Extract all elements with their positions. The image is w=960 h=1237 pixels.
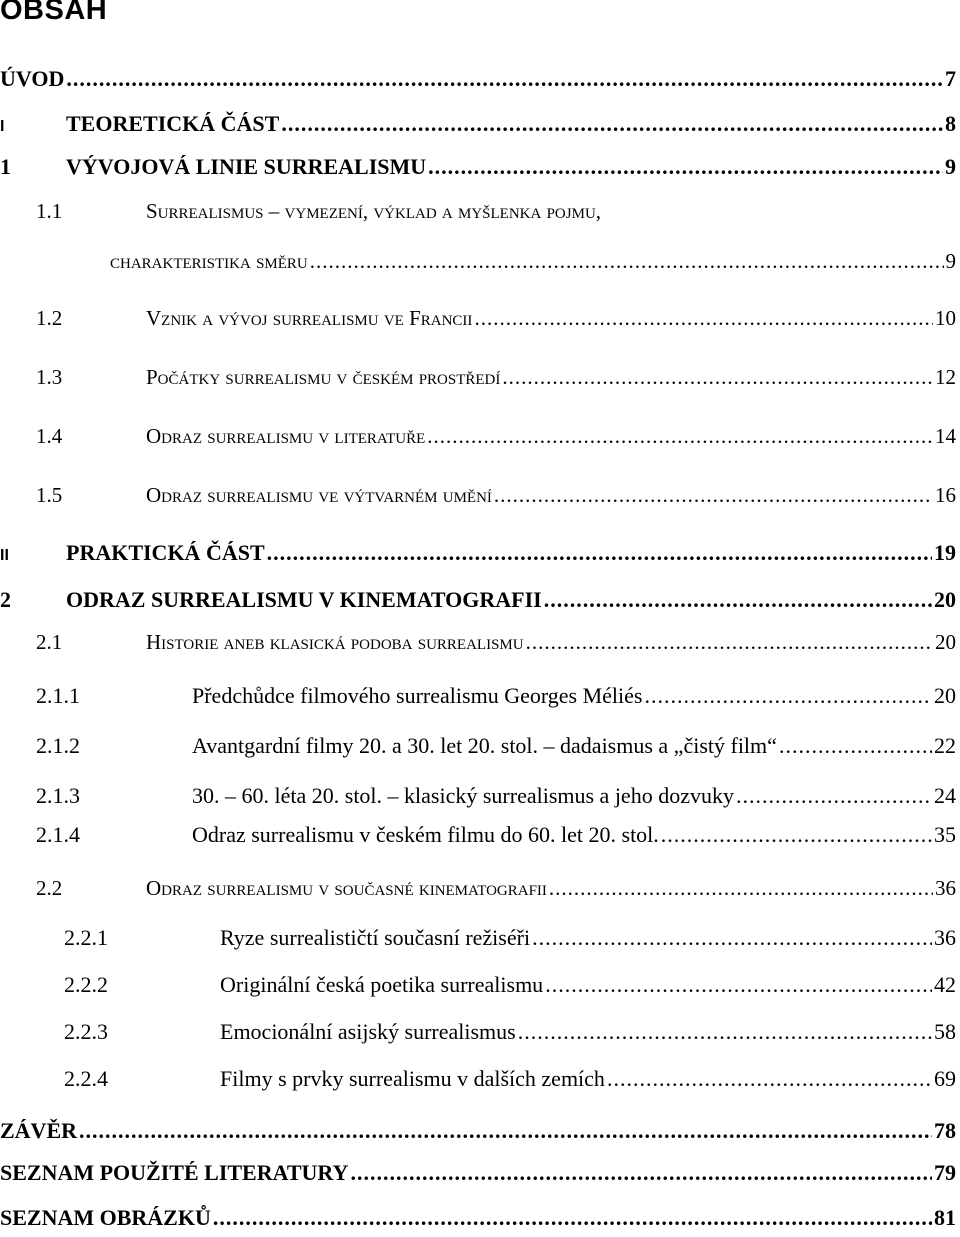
toc-entry-number: 1.1: [36, 199, 63, 223]
leader-dots: [518, 1019, 932, 1045]
toc-entry-label: Předchůdce filmového surrealismu Georges Méliés: [192, 683, 643, 708]
toc-entry-subsection-2-1-2[interactable]: [0, 733, 956, 765]
toc-entry-label: Emocionální asijský surrealismus: [220, 1019, 516, 1044]
toc-entry-chapter-2[interactable]: [0, 587, 956, 619]
toc-entry-label: SEZNAM POUŽITÉ LITERATURY: [0, 1160, 349, 1185]
toc-entry-section-2-1[interactable]: [0, 630, 956, 662]
leader-dots: [474, 306, 933, 331]
leader-dots: [281, 111, 943, 137]
toc-entry-subsection-2-2-1[interactable]: [0, 925, 956, 957]
leader-dots: [607, 1066, 932, 1092]
toc-entry-label: ÚVOD: [0, 66, 65, 91]
toc-entry-number: 1.3: [36, 365, 63, 389]
toc-entry-page: 36: [934, 925, 956, 950]
toc-entry-literatura[interactable]: [0, 1160, 956, 1192]
toc-entry-label: Odraz surrealismu v současné kinematografii: [146, 876, 547, 900]
leader-dots: [66, 66, 943, 92]
toc-entry-subsection-2-1-1[interactable]: [0, 683, 956, 715]
toc-entry-page: 12: [935, 365, 956, 389]
toc-entry-section-1-2[interactable]: [0, 306, 956, 338]
toc-entry-part-2[interactable]: [0, 540, 956, 572]
toc-entry-section-1-4[interactable]: [0, 424, 956, 456]
toc-entry-label: SEZNAM OBRÁZKŮ: [0, 1205, 211, 1230]
toc-entry-page: 78: [934, 1118, 956, 1143]
toc-entry-label: ODRAZ SURREALISMU V KINEMATOGRAFII: [66, 587, 542, 612]
toc-entry-number: 2.2.1: [64, 925, 108, 950]
toc-entry-label: Originální česká poetika surrealismu: [220, 972, 544, 997]
toc-entry-number: 1.2: [36, 306, 63, 330]
leader-dots: [549, 876, 933, 901]
toc-entry-page: 79: [934, 1160, 956, 1185]
leader-dots: [532, 925, 932, 951]
toc-entry-number: 1.4: [36, 424, 63, 448]
toc-entry-page: 35: [934, 822, 956, 847]
leader-dots: [79, 1118, 932, 1144]
leader-dots: [661, 822, 932, 848]
toc-entry-subsection-2-2-3[interactable]: [0, 1019, 956, 1051]
toc-entry-subsection-2-1-4[interactable]: [0, 822, 956, 854]
toc-entry-page: 20: [934, 587, 956, 612]
toc-entry-number: 2.1: [36, 630, 63, 654]
leader-dots: [310, 249, 944, 274]
toc-entry-label: Odraz surrealismu v literatuře: [146, 424, 426, 448]
toc-entry-section-1-1-cont[interactable]: [0, 249, 956, 281]
toc-entry-page: 69: [934, 1066, 956, 1091]
toc-entry-label: TEORETICKÁ ČÁST: [66, 111, 280, 136]
leader-dots: [779, 733, 932, 759]
toc-entry-number: I: [0, 118, 5, 135]
toc-entry-label: VÝVOJOVÁ LINIE SURREALISMU: [66, 154, 427, 179]
toc-entry-page: 20: [934, 683, 956, 708]
toc-entry-label: Ryze surrealističtí současní režiséři: [220, 925, 531, 950]
toc-entry-label: Historie aneb klasická podoba surrealismu: [146, 630, 524, 654]
leader-dots: [502, 365, 933, 390]
toc-entry-page: 16: [935, 483, 956, 507]
toc-entry-section-2-2[interactable]: [0, 876, 956, 908]
toc-entry-label: Vznik a vývoj surrealismu ve Francii: [146, 306, 473, 330]
toc-entry-page: 22: [934, 733, 956, 758]
toc-entry-number: II: [0, 547, 9, 564]
toc-entry-page: 9: [945, 249, 956, 273]
toc-entry-page: 9: [945, 154, 956, 179]
leader-dots: [428, 154, 943, 180]
leader-dots: [427, 424, 933, 449]
toc-entry-number: 1: [0, 154, 11, 179]
toc-entry-page: 36: [935, 876, 956, 900]
toc-entry-label: Surrealismus – vymezení, výklad a myšlenka pojmu,: [146, 199, 602, 223]
toc-entry-label: Odraz surrealismu ve výtvarném umění: [146, 483, 492, 507]
toc-entry-page: 7: [945, 66, 956, 91]
toc-entry-zaver[interactable]: [0, 1118, 956, 1150]
toc-entry-label-continued: charakteristika směru: [110, 249, 308, 273]
toc-entry-page: 24: [934, 783, 956, 808]
leader-dots: [644, 683, 932, 709]
toc-title: OBSAH: [0, 0, 108, 26]
leader-dots: [494, 483, 933, 508]
toc-entry-subsection-2-1-3[interactable]: [0, 783, 956, 815]
toc-entry-subsection-2-2-4[interactable]: [0, 1066, 956, 1098]
toc-entry-section-1-5[interactable]: [0, 483, 956, 515]
leader-dots: [736, 783, 932, 809]
toc-entry-obrazky[interactable]: [0, 1205, 956, 1237]
toc-entry-number: 2.1.2: [36, 733, 80, 758]
toc-entry-uvod[interactable]: [0, 66, 956, 98]
toc-entry-number: 2.2.4: [64, 1066, 108, 1091]
toc-entry-number: 2.1.3: [36, 783, 80, 808]
toc-entry-section-1-3[interactable]: [0, 365, 956, 397]
leader-dots: [526, 630, 933, 655]
toc-entry-label: PRAKTICKÁ ČÁST: [66, 540, 265, 565]
toc-entry-page: 8: [945, 111, 956, 136]
toc-entry-label: Odraz surrealismu v českém filmu do 60. let 20. stol.: [192, 822, 659, 847]
toc-entry-page: 58: [934, 1019, 956, 1044]
toc-entry-number: 2.1.1: [36, 683, 80, 708]
toc-entry-label: Filmy s prvky surrealismu v dalších zemích: [220, 1066, 605, 1091]
toc-entry-number: 2.2.2: [64, 972, 108, 997]
toc-entry-label: 30. – 60. léta 20. stol. – klasický surrealismus a jeho dozvuky: [192, 783, 734, 808]
toc-entry-label: ZÁVĚR: [0, 1118, 78, 1143]
toc-entry-label: Počátky surrealismu v českém prostředí: [146, 365, 501, 389]
toc-entry-chapter-1[interactable]: [0, 154, 956, 186]
leader-dots: [350, 1160, 932, 1186]
toc-entry-number: 2.2: [36, 876, 63, 900]
toc-entry-page: 10: [935, 306, 956, 330]
toc-entry-number: 2.2.3: [64, 1019, 108, 1044]
toc-entry-section-1-1[interactable]: [0, 199, 956, 231]
toc-entry-page: 14: [935, 424, 956, 448]
toc-entry-part-1[interactable]: [0, 111, 956, 143]
toc-entry-page: 19: [934, 540, 956, 565]
leader-dots: [545, 972, 932, 998]
leader-dots: [267, 540, 932, 566]
toc-entry-page: 42: [934, 972, 956, 997]
toc-entry-number: 2: [0, 587, 11, 612]
toc-entry-page: 81: [934, 1205, 956, 1230]
leader-dots: [544, 587, 932, 613]
toc-entry-page: 20: [935, 630, 956, 654]
toc-entry-label: Avantgardní filmy 20. a 30. let 20. stol. – dadaismus a „čistý film“: [192, 733, 777, 758]
leader-dots: [213, 1205, 932, 1231]
toc-entry-subsection-2-2-2[interactable]: [0, 972, 956, 1004]
toc-entry-number: 1.5: [36, 483, 63, 507]
toc-entry-number: 2.1.4: [36, 822, 80, 847]
